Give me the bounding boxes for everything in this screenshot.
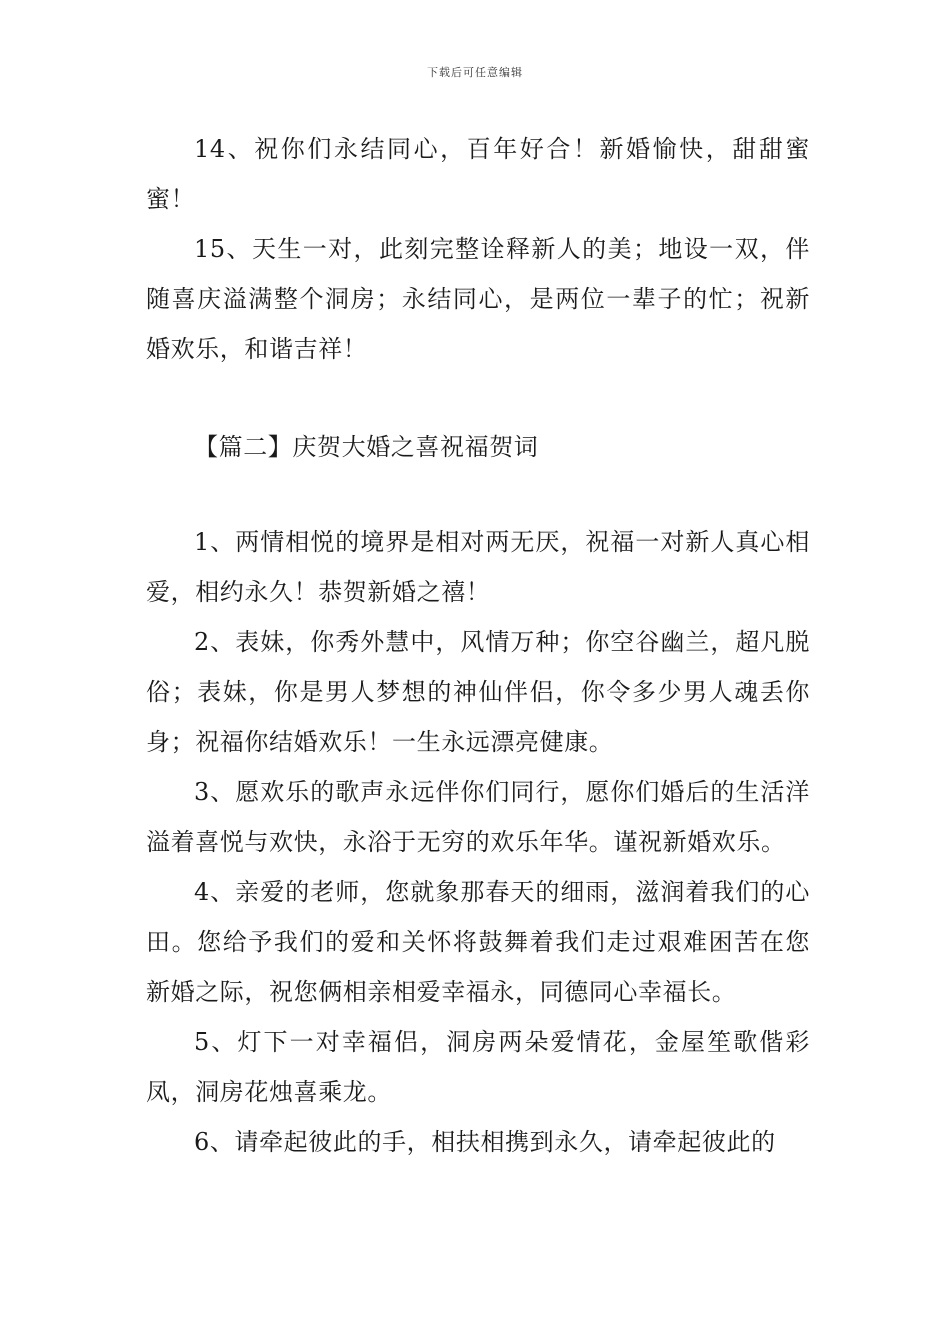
page-header-note: 下载后可任意编辑	[427, 66, 523, 79]
paragraph-3: 3、愿欢乐的歌声永远伴你们同行，愿你们婚后的生活洋溢着喜悦与欢快，永浴于无穷的欢乐年华。谨祝新婚欢乐。	[146, 778, 810, 856]
paragraph-15: 15、天生一对，此刻完整诠释新人的美；地设一双，伴随喜庆溢满整个洞房；永结同心，是两位一辈子的忙；祝新婚欢乐，和谐吉祥！	[146, 235, 810, 363]
paragraph-1: 1、两情相悦的境界是相对两无厌，祝福一对新人真心相爱，相约永久！恭贺新婚之禧！	[146, 528, 810, 606]
document-body	[146, 124, 810, 1167]
paragraph-14: 14、祝你们永结同心，百年好合！新婚愉快，甜甜蜜蜜！	[146, 135, 810, 213]
paragraph-2: 2、表妹，你秀外慧中，风情万种；你空谷幽兰，超凡脱俗；表妹，你是男人梦想的神仙伴侣，你令多少男人魂丢你身；祝福你结婚欢乐！一生永远漂亮健康。	[146, 628, 810, 756]
paragraph-5: 5、灯下一对幸福侣，洞房两朵爱情花，金屋笙歌偕彩凤，洞房花烛喜乘龙。	[146, 1028, 810, 1106]
paragraph-4: 4、亲爱的老师，您就象那春天的细雨，滋润着我们的心田。您给予我们的爱和关怀将鼓舞着我们走过艰难困苦在您新婚之际，祝您俩相亲相爱幸福永，同德同心幸福长。	[146, 878, 810, 1006]
paragraph-6: 6、请牵起彼此的手，相扶相携到永久，请牵起彼此的	[194, 1128, 776, 1156]
section-title: 【篇二】庆贺大婚之喜祝福贺词	[194, 433, 539, 461]
